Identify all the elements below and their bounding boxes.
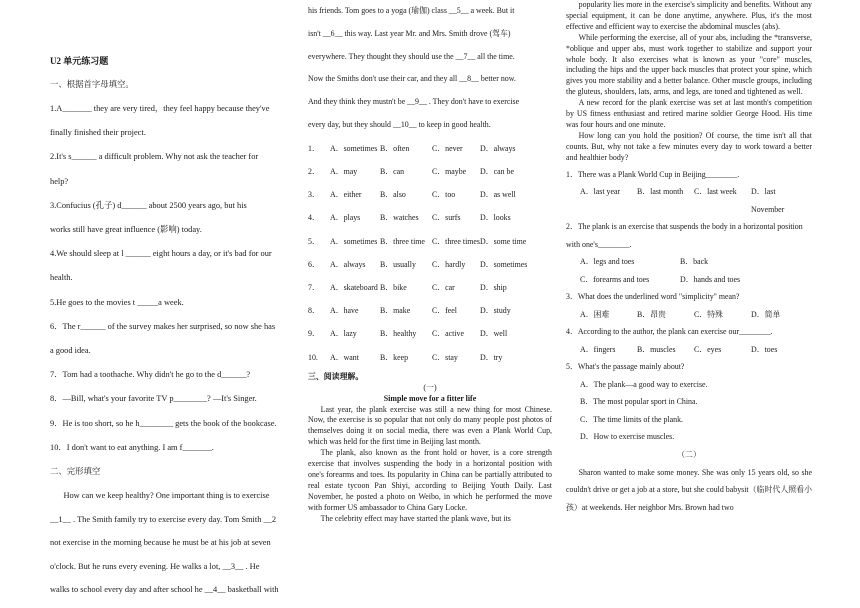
cloze-passage-part2 (308, 0, 552, 137)
cloze-line: not exercise in the morning because he must be at his job at seven (50, 538, 271, 548)
option: C．eyes (694, 344, 722, 354)
option-n: 3． (308, 190, 320, 200)
option-n: 8． (308, 306, 320, 316)
option-b: B．three time (380, 236, 425, 246)
option-n: 10. (308, 352, 318, 362)
option-a: A．have (330, 306, 359, 316)
option-a: A．either (330, 190, 362, 200)
option-d: D．always (480, 143, 516, 153)
option-n: 6． (308, 259, 320, 269)
option-a: A．may (330, 166, 358, 176)
option-a: A．skateboard (330, 283, 378, 292)
fill-in-line: 4.We should sleep at l ______ eight hours a day, or it's bad for our (50, 249, 272, 259)
passage2-text: Sharon wanted to make some money. She was only 15 years old, so she couldn't drive or get a job at a store, but she could babysit（临时代人照看小孩）at weekends. Her neighbor Mrs. Brown had two (566, 467, 812, 512)
option-c: C．feel (432, 306, 457, 316)
option: D．How to exercise muscles. (580, 432, 675, 442)
passage-number: (一) (423, 382, 437, 392)
option-row (566, 411, 812, 429)
fill-in-line: 2.It's s______ a difficult problem. Why not ask the teacher for (50, 152, 259, 162)
option-d: D．some time (480, 236, 527, 246)
option: D．last November (751, 187, 785, 214)
option-row (566, 183, 812, 218)
passage-paragraphs (308, 405, 552, 525)
option-d: D．looks (480, 213, 511, 223)
option-row (308, 346, 552, 369)
paragraph: popularity lies more in the exercise's simplicity and benefits. Without any special equipment, it can be done anytime, anywhere. Plus, it's the most effective and efficient way to exercise the abdominal muscles (abs). (566, 0, 812, 31)
question: 4．According to the author, the plank can exercise our________. (566, 327, 773, 337)
cloze-line: __1__ . The Smith family try to exercise every day. Tom Smith __2 (50, 514, 277, 524)
paragraph: A new record for the plank exercise was set at last month's competition by US fitness enthusiast and retired marine soldier George Hood. His time was four hours and one minute. (566, 98, 812, 129)
option-row (308, 253, 552, 276)
option: C．The time limits of the plank. (580, 414, 684, 424)
column-right (566, 0, 812, 608)
fill-in-line: 1.A_______ they are very tired，they feel happy because they've (50, 104, 270, 113)
option: B．The most popular sport in China. (580, 397, 698, 407)
option-row (566, 428, 812, 446)
fill-in-line: works still have great influence (影响) today. (50, 225, 202, 235)
option: A．last year (580, 187, 621, 197)
option-row (308, 230, 552, 253)
section-heading-1: 一、根据首字母填空。 (50, 80, 134, 89)
option-b: B．often (380, 143, 410, 153)
cloze-options (308, 137, 552, 369)
option-c: C．surfs (432, 213, 461, 223)
fill-in-line: 9．He is too short, so he h________ gets the book of the bookcase. (50, 418, 277, 428)
option-b: B．healthy (380, 329, 417, 339)
option: B．last month (637, 187, 684, 197)
option-a: A．sometimes (330, 236, 378, 246)
option: C．last week (694, 187, 737, 197)
fill-in-line: 6．The r______ of the survey makes her surprised, so now she has (50, 321, 276, 331)
option: A．fingers (580, 344, 616, 354)
cloze-line: Now the Smiths don't use their car, and they all __8__ better now. (308, 74, 516, 84)
cloze-line: o'clock. But he runs every evening. He walks a lot, __3__ . He (50, 561, 260, 571)
fill-in-line: 10．I don't want to eat anything. I am f_______. (50, 442, 214, 452)
worksheet-title: U2 单元练习题 (50, 56, 109, 66)
option: A．legs and toes (580, 257, 635, 267)
cloze-passage-part1 (50, 484, 295, 602)
fill-in-line: 3.Confucius (孔子) d______ about 2500 years ago, but his (50, 200, 247, 210)
option: B．昂贵 (637, 309, 666, 319)
cloze-line: isn't __6__ this way. Last year Mr. and Mrs. Smith drove (驾车) (308, 28, 511, 38)
option: B．back (680, 257, 709, 267)
passage-continued (566, 0, 812, 164)
option-b: B．keep (380, 352, 409, 362)
cloze-line: his friends. Tom goes to a yoga (瑜伽) class __5__ a week. But it (308, 6, 515, 15)
option-row (566, 306, 812, 324)
fill-in-line: a good idea. (50, 346, 91, 356)
question: 3．What does the underlined word "simplicity" mean? (566, 292, 740, 302)
option-b: B．watches (380, 213, 419, 223)
option-d: D．well (480, 329, 508, 339)
section-heading-2: 二、完形填空 (50, 467, 101, 477)
option-n: 4． (308, 213, 320, 223)
option-a: A．sometimes (330, 143, 378, 153)
option-c: C．hardly (432, 259, 466, 269)
question: 1．There was a Plank World Cup in Beijing________. (566, 169, 740, 179)
column-middle (308, 0, 552, 608)
option-row (308, 160, 552, 183)
option-n: 7． (308, 283, 320, 292)
fill-in-line: 8．—Bill, what's your favorite TV p________? —It's Singer. (50, 394, 257, 404)
option-d: D．study (480, 306, 511, 316)
option: C．特殊 (694, 309, 723, 319)
option-d: D．sometimes (480, 259, 528, 269)
option-a: A．want (330, 352, 359, 362)
cloze-line: walks to school every day and after school he __4__ basketball with (50, 585, 279, 595)
fill-in-line: 5.He goes to the movies t _____a week. (50, 297, 184, 307)
option-row (308, 206, 552, 229)
option: D．toes (751, 344, 778, 354)
option-row (566, 393, 812, 411)
option-b: B．can (380, 166, 405, 176)
section-heading-3: 三、阅读理解。 (308, 371, 364, 381)
option-c: C．car (432, 283, 455, 292)
reading-questions (566, 166, 812, 446)
option-row (308, 276, 552, 299)
question: 5．What's the passage mainly about? (566, 362, 685, 372)
passage-title: Simple move for a fitter life (383, 393, 477, 403)
option-c: C．too (432, 190, 456, 200)
option-row (308, 299, 552, 322)
option-d: D．can be (480, 166, 514, 176)
option-row (566, 376, 812, 394)
cloze-line: every day, but they should __10__ to keep in good health. (308, 119, 491, 129)
option-c: C．maybe (432, 166, 467, 176)
option-a: A．lazy (330, 329, 357, 339)
option: A．The plank—a good way to exercise. (580, 379, 708, 389)
option-n: 5． (308, 236, 320, 246)
option-a: A．always (330, 259, 366, 269)
option: A．困难 (580, 309, 610, 319)
option: B．muscles (637, 344, 676, 354)
option-n: 9． (308, 329, 320, 339)
option-row (308, 137, 552, 160)
option-d: D．ship (480, 283, 507, 292)
option-b: B．bike (380, 283, 407, 292)
option-d: D．try (480, 352, 503, 362)
fill-in-line: health. (50, 273, 73, 283)
option-b: B．make (380, 306, 411, 316)
cloze-line: And they think they mustn't be __9__ . They don't have to exercise (308, 97, 520, 107)
option: C．forearms and toes (580, 274, 650, 284)
paragraph: The celebrity effect may have started the plank wave, but its (320, 513, 511, 523)
option-b: B．also (380, 190, 406, 200)
cloze-line: How can we keep healthy? One important thing is to exercise (63, 491, 270, 501)
question: 2．The plank is an exercise that suspends the body in a horizontal position with one's________. (566, 222, 803, 249)
column-left (50, 0, 295, 608)
option-c: C．never (432, 143, 463, 153)
option-n: 2． (308, 166, 320, 176)
paragraph: The plank, also known as the front hold or hover, is a core strength exercise that involves suspending the body in a horizontal position with one's forearms and toes. Its popularity in China can be partially attributed to real estate tycoon Pan Shiyi, according to Beijing Youth Daily. Last November, he posted a photo on Weibo, in which he performed the move with former US ambassador to China Gary Locke. (308, 448, 552, 512)
paragraph: How long can you hold the position? Of course, the time isn't all that counts. But, why not take a few minutes every day to work toward a better and healthier body? (566, 130, 812, 162)
passage2-number: （二） (677, 449, 701, 459)
option-c: C．active (432, 329, 464, 339)
option-c: C．stay (432, 352, 458, 362)
fill-in-line: help? (50, 176, 69, 186)
fill-in-line: finally finished their project. (50, 128, 146, 138)
option-b: B．usually (380, 259, 416, 269)
option: D．简单 (751, 309, 781, 319)
paragraph: While performing the exercise, all of your abs, including the *transverse, *oblique and upper abs, must work together to stabilize and support your whole body. It also exercises what is known as your "core" muscles, including the hips and the upper back muscles that protect your spine, which gives you more stability and a better balance. Other muscle groups, including the gluteus, shoulders, lats, arms, and legs, are toned and tightened as well. (566, 32, 812, 97)
option-a: A．plays (330, 213, 361, 223)
option-n: 1． (308, 143, 320, 153)
option: D．hands and toes (680, 274, 741, 284)
paragraph: Last year, the plank exercise was still a new thing for most Chinese. Now, the exercise is so popular that not only do many people post photos of themselves doing it on social media, there was even a Plank World Cup, which was held for the first time in Beijing last month. (308, 404, 552, 447)
option-c: C．three times (432, 236, 480, 246)
option-row (566, 341, 812, 359)
option-d: D．as well (480, 190, 516, 200)
cloze-line: everywhere. They thought they should use the __7__ all the time. (308, 51, 515, 61)
fill-in-line: 7．Tom had a toothache. Why didn't he go to the d______? (50, 370, 251, 380)
option-row (308, 322, 552, 345)
option-row (308, 183, 552, 206)
option-row (566, 271, 812, 289)
fill-in-items (50, 97, 295, 460)
option-row (566, 253, 812, 271)
